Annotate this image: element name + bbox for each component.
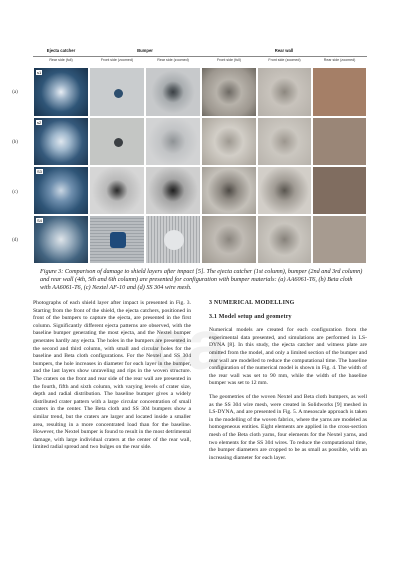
sample-tag: S3	[37, 169, 42, 174]
photo-a-rearwall-front-full	[201, 67, 257, 117]
photo-c-rearwall-rear-zoom	[312, 166, 367, 215]
row-label: (d)	[12, 238, 18, 243]
photo-a-ejecta-rear-full	[33, 67, 89, 117]
photo-c-ejecta-rear-full	[33, 166, 89, 215]
body-paragraph: Photographs of each shield layer after impact is presented in Fig. 3. Starting from the front of the shield, the ejecta catchers, positioned in front of the bumpers to capture the ejecta, are presented in the first column. Significantly different ejecta patterns are observed, with the baseline bumper generating the most ejecta, and the Nextel bumper generates hardly any ejecta. The holes in the bumpers are presented in the second and third column, with small and circular holes for the baseline and Beta cloth configurations. For the Nextel and SS 304 bumpers, the hole increases in diameter for each layer in the bumper, and the last layers show unraveling and rips in the woven structure. The craters on the front and rear side of the rear wall are presented in the fourth, fifth and sixth column, with varying levels of crater size, depth and radial distribution. The baseline bumper gives a widely distributed crater pattern with a large circular concentration of small craters in the center. The Beta cloth and SS 304 bumpers show a similar trend, but the craters are larger and located inside a smaller area, resulting in a more concentrated load than for the baseline. However, the Nextel bumper is found to result in the most detrimental damage, with large individual craters at the center of the rear wall, limited radial spread and two bulges on the rear side.	[33, 300, 191, 451]
photo-d-rearwall-front-full	[201, 215, 257, 264]
photo-d-bumper-front-zoom	[89, 215, 145, 264]
photo-d-ejecta-rear-full	[33, 215, 89, 264]
figure-caption: Figure 3: Comparison of damage to shield layers after impact [5]. The ejecta catcher (1st column), bumper (2nd and 3rd column) and rear wall (4th, 5th and 6th column) are presented for configuration with bumper materials: (a) AA6061-T6, (b) Beta cloth with AA6061-T6, (c) Nextel AF-10 and (d) SS 304 wire mesh.	[40, 268, 363, 292]
column-header: Rear side (full)	[49, 58, 73, 62]
row-label: (c)	[12, 190, 18, 195]
sample-tag: s1	[37, 70, 42, 75]
photo-d-rearwall-rear-zoom	[312, 215, 367, 264]
column-header: Rear side (zoomed)	[157, 58, 189, 62]
row-label: (b)	[12, 140, 18, 145]
photo-b-ejecta-rear-full	[33, 117, 89, 166]
photo-c-rearwall-front-zoom	[257, 166, 312, 215]
column-header: Front side (zoomed)	[100, 58, 134, 62]
photo-a-rearwall-front-zoom	[257, 67, 312, 117]
photo-a-bumper-front-zoom	[89, 67, 145, 117]
damage-comparison-figure	[12, 48, 367, 264]
photo-b-rearwall-front-full	[201, 117, 257, 166]
group-header-bumper: Bumper	[89, 48, 201, 57]
sample-tag: S4	[37, 218, 42, 223]
right-column	[209, 300, 367, 468]
photo-c-bumper-rear-zoom	[145, 166, 201, 215]
subsection-heading: 3.1 Model setup and geometry	[209, 313, 292, 320]
photo-b-rearwall-front-zoom	[257, 117, 312, 166]
group-header-ejecta: Ejecta catcher	[33, 48, 89, 57]
photo-b-bumper-front-zoom	[89, 117, 145, 166]
body-paragraph: The geometries of the woven Nextel and Beta cloth bumpers, as well as the SS 304 wire mesh, were created in Solidworks [9] meshed in LS-DYNA, and are presented in Fig. 5. A mesoscale approach is taken in the modelling of the woven fabrics, where the yarns are modeled as homogeneous entities. Eight elements are applied in the cross-section mesh of the Beta cloth yarns, four elements for the Nextel yarns, and two elements for the SS 304 wires. To reduce the computational time, the bumper diameters are cropped to be as small as possible, with an increasing diameter for each layer.	[209, 393, 367, 461]
section-heading: 3 NUMERICAL MODELLING	[209, 300, 295, 306]
watermark: ca	[150, 306, 224, 384]
sample-tag: s2	[37, 120, 42, 125]
photo-d-bumper-rear-zoom	[145, 215, 201, 264]
photo-b-bumper-rear-zoom	[145, 117, 201, 166]
column-header: Front side (zoomed)	[268, 58, 301, 62]
column-header: Rear side (zoomed)	[323, 58, 356, 62]
left-column-paragraph	[33, 300, 191, 458]
photo-d-rearwall-front-zoom	[257, 215, 312, 264]
photo-c-bumper-front-zoom	[89, 166, 145, 215]
row-label: (a)	[12, 90, 18, 95]
group-header-rear-wall: Rear wall	[201, 48, 367, 57]
photo-a-rearwall-rear-zoom	[312, 67, 367, 117]
body-paragraph: Numerical models are created for each configuration from the experimental data presented, and simulations are performed in LS-DYNA [8]. In this study, the ejecta catcher and witness plate are omitted from the model, and only a limited section of the bumper and rear wall are modelled to reduce the computational time. The baseline configuration of the numerical model is shown in Fig. 4. The width of the rear wall was set to 90 mm, while the width of the baseline bumper was set to 12 mm.	[209, 327, 367, 387]
photo-a-bumper-rear-zoom	[145, 67, 201, 117]
photo-b-rearwall-rear-zoom	[312, 117, 367, 166]
column-header: Front side (full)	[217, 58, 241, 62]
photo-c-rearwall-front-full	[201, 166, 257, 215]
